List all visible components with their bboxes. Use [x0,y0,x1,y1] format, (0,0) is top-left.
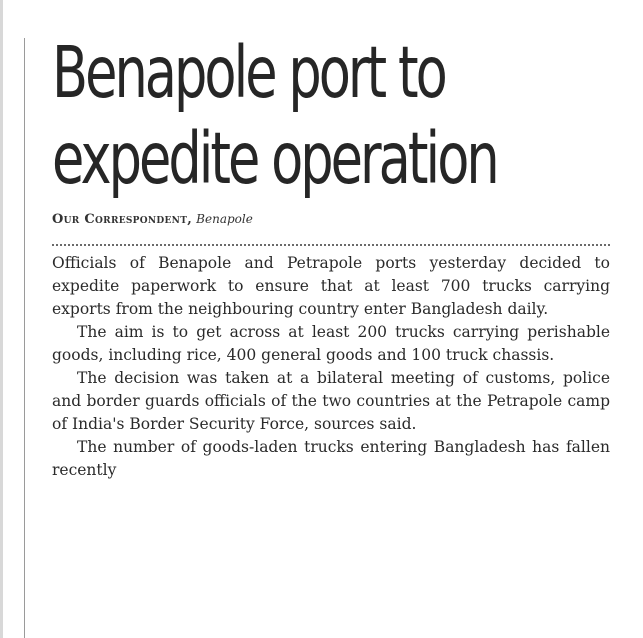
paragraph-1: Officials of Benapole and Petrapole ports yesterday decided to expedite paperwork to ensure that at least 700 trucks carrying exports from the neighbouring country enter Bangladesh daily. [52,254,610,318]
byline [52,212,612,227]
news-article [52,30,612,482]
headline-line-1: Benapole port to [52,31,445,114]
byline-author: Our Correspondent, [52,212,193,227]
headline-line-2: expedite operation [52,117,497,200]
headline [52,30,614,202]
paragraph-4: The number of goods-laden trucks entering Bangladesh has fallen recently [52,438,610,479]
byline-place: Benapole [196,212,253,226]
column-rule [24,38,25,638]
page-edge [0,0,3,638]
paragraph-3: The decision was taken at a bilateral meeting of customs, police and border guards officials of the two countries at the Petrapole camp of India's Border Security Force, sources said. [52,369,610,433]
dotted-divider [52,244,610,246]
paragraph-2: The aim is to get across at least 200 trucks carrying perishable goods, including rice, 400 general goods and 100 truck chassis. [52,323,610,364]
article-body [52,252,610,482]
